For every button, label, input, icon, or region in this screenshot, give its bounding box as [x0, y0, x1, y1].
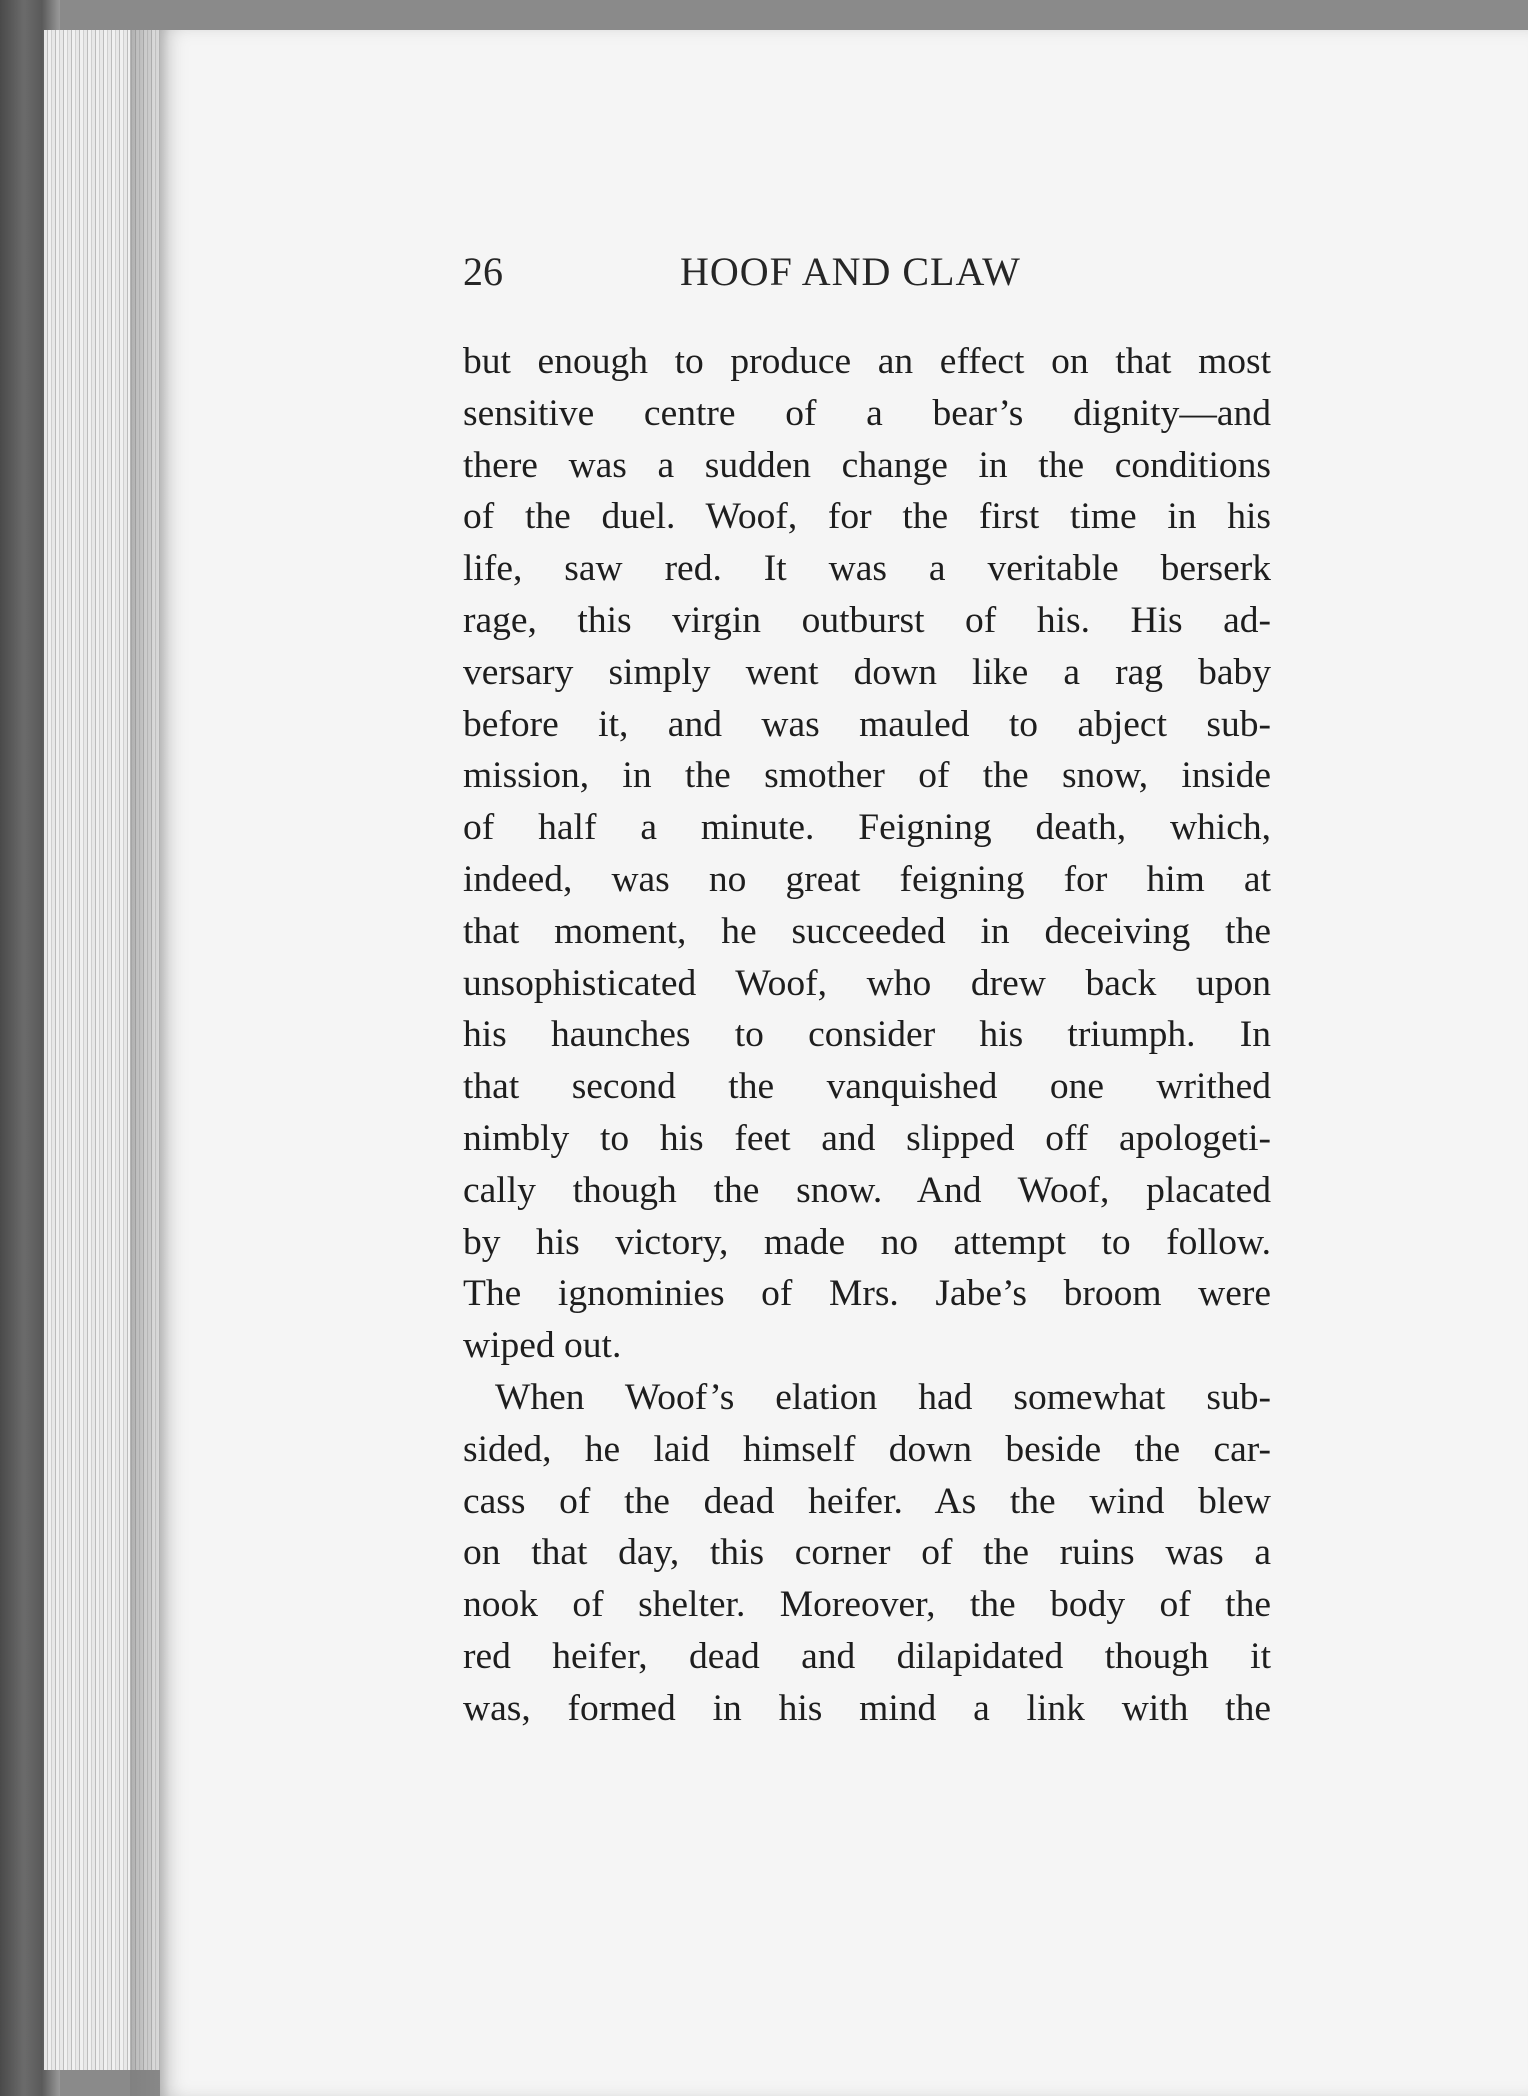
- text-line: that second the vanquished one writhed: [463, 1066, 1271, 1108]
- text-line: nook of shelter. Moreover, the body of the: [463, 1584, 1271, 1626]
- text-line: nimbly to his feet and slipped off apologeti-: [463, 1117, 1271, 1159]
- text-line: sensitive centre of a bear’s dignity—and: [463, 392, 1271, 434]
- text-line: indeed, was no great feigning for him at: [463, 858, 1271, 900]
- text-line: by his victory, made no attempt to follow.: [463, 1221, 1271, 1263]
- page-number: 26: [463, 249, 503, 294]
- text-line: rage, this virgin outburst of his. His ad-: [463, 599, 1271, 641]
- text-line: of half a minute. Feigning death, which,: [463, 807, 1271, 849]
- text-line: of the duel. Woof, for the first time in his: [463, 496, 1271, 538]
- running-head: [463, 248, 1263, 308]
- text-line: but enough to produce an effect on that most: [463, 341, 1271, 382]
- text-line: unsophisticated Woof, who drew back upon: [463, 962, 1271, 1004]
- text-line: The ignominies of Mrs. Jabe’s broom were: [463, 1273, 1271, 1315]
- text-line: was, formed in his mind a link with the: [463, 1687, 1271, 1729]
- text-line: on that day, this corner of the ruins was a: [463, 1532, 1271, 1574]
- text-line: cass of the dead heifer. As the wind blew: [463, 1480, 1271, 1522]
- text-line: there was a sudden change in the conditions: [463, 444, 1271, 486]
- text-line: his haunches to consider his triumph. In: [463, 1014, 1271, 1056]
- text-line: that moment, he succeeded in deceiving the: [463, 910, 1271, 952]
- text-line: life, saw red. It was a veritable berserk: [463, 548, 1271, 590]
- text-line: sided, he laid himself down beside the car-: [463, 1428, 1271, 1470]
- text-line: red heifer, dead and dilapidated though it: [463, 1635, 1271, 1677]
- paragraph-end-line: wiped out.: [463, 1325, 622, 1367]
- text-line: versary simply went down like a rag baby: [463, 651, 1271, 693]
- text-line: cally though the snow. And Woof, placated: [463, 1169, 1271, 1211]
- running-head-title: HOOF AND CLAW: [680, 249, 1021, 294]
- text-line: mission, in the smother of the snow, inside: [463, 755, 1271, 797]
- spine-shadow: [130, 30, 170, 2096]
- paragraph-start-line: When Woof’s elation had somewhat sub-: [495, 1376, 1271, 1418]
- body-text: [463, 336, 1271, 1735]
- text-line: before it, and was mauled to abject sub-: [463, 703, 1271, 745]
